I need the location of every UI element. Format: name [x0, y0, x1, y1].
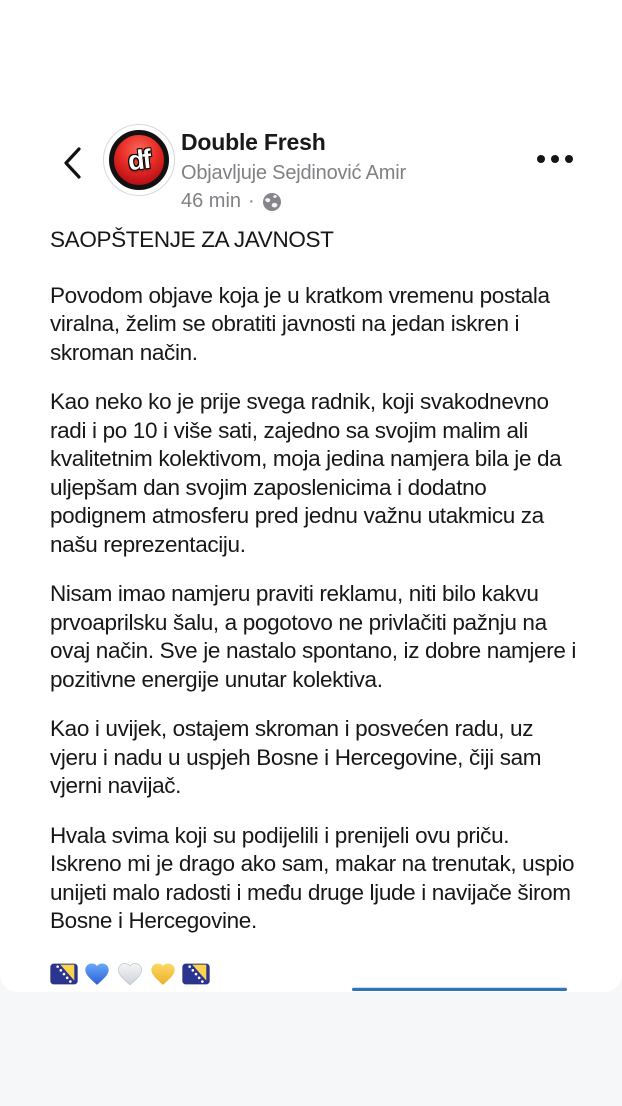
- post-paragraph: Nisam imao namjeru praviti reklamu, niti bilo kakvu prvoaprilsku šalu, a pogotovo ne privlačiti pažnju na ovaj način. Sve je nastalo spontano, iz dobre namjere i pozitivne energije unutar kolektiva.: [50, 581, 577, 692]
- chevron-left-icon: [59, 143, 85, 183]
- meta-dot-separator: ·: [248, 190, 255, 212]
- globe-icon: [262, 192, 282, 212]
- post-paragraph-title: SAOPŠTENJE ZA JAVNOST: [50, 227, 334, 252]
- post-paragraph: Kao neko ko je prije svega radnik, koji svakodnevno radi i po 10 i više sati, zajedno sa svojim malim ali kvalitetnim kolektivom, moja jedina namjera bila je da uljepšam dan svojim zaposlenicima i dodatno podignem atmosferu pred jednu važnu utakmicu za našu reprezentaciju.: [50, 389, 562, 557]
- white-heart-icon: [116, 960, 144, 988]
- post-meta-row: [181, 190, 406, 213]
- post-paragraph: Kao i uvijek, ostajem skroman i posvećen radu, uz vjeru i nadu u uspjeh Bosne i Hercegovine, čiji sam vjerni navijač.: [50, 716, 542, 798]
- avatar[interactable]: [103, 124, 175, 196]
- back-button[interactable]: [50, 138, 94, 188]
- blue-divider-line: [352, 988, 567, 991]
- post-body: [50, 226, 580, 988]
- avatar-logo-text: df: [126, 143, 152, 176]
- ellipsis-dot: [551, 155, 559, 163]
- post-paragraph: Povodom objave koja je u kratkom vremenu postala viralna, želim se obratiti javnosti na jedan iskren i skroman način.: [50, 282, 550, 365]
- ellipsis-dot: [565, 155, 573, 163]
- post-author-line: Objavljuje Sejdinović Amir: [181, 162, 406, 184]
- bosnia-flag-icon: [50, 963, 78, 985]
- more-options-button[interactable]: [526, 144, 584, 174]
- bosnia-flag-icon: [182, 963, 210, 985]
- post-paragraph: Hvala svima koji su podijelili i prenijeli ovu priču. Iskreno mi je drago ako sam, makar na trenutak, uspio unijeti malo radosti i među druge ljude i navijače širom Bosne i Hercegovine.: [50, 822, 575, 933]
- emoji-row: [50, 957, 580, 988]
- ellipsis-dot: [537, 155, 545, 163]
- double-fresh-logo-icon: [109, 130, 169, 190]
- post-timestamp: 46 min: [181, 190, 242, 212]
- page-title[interactable]: Double Fresh: [181, 129, 326, 155]
- yellow-heart-icon: [149, 960, 177, 988]
- blue-heart-icon: [83, 960, 111, 988]
- footer-background: [0, 992, 622, 1106]
- header-text-block: [181, 129, 406, 213]
